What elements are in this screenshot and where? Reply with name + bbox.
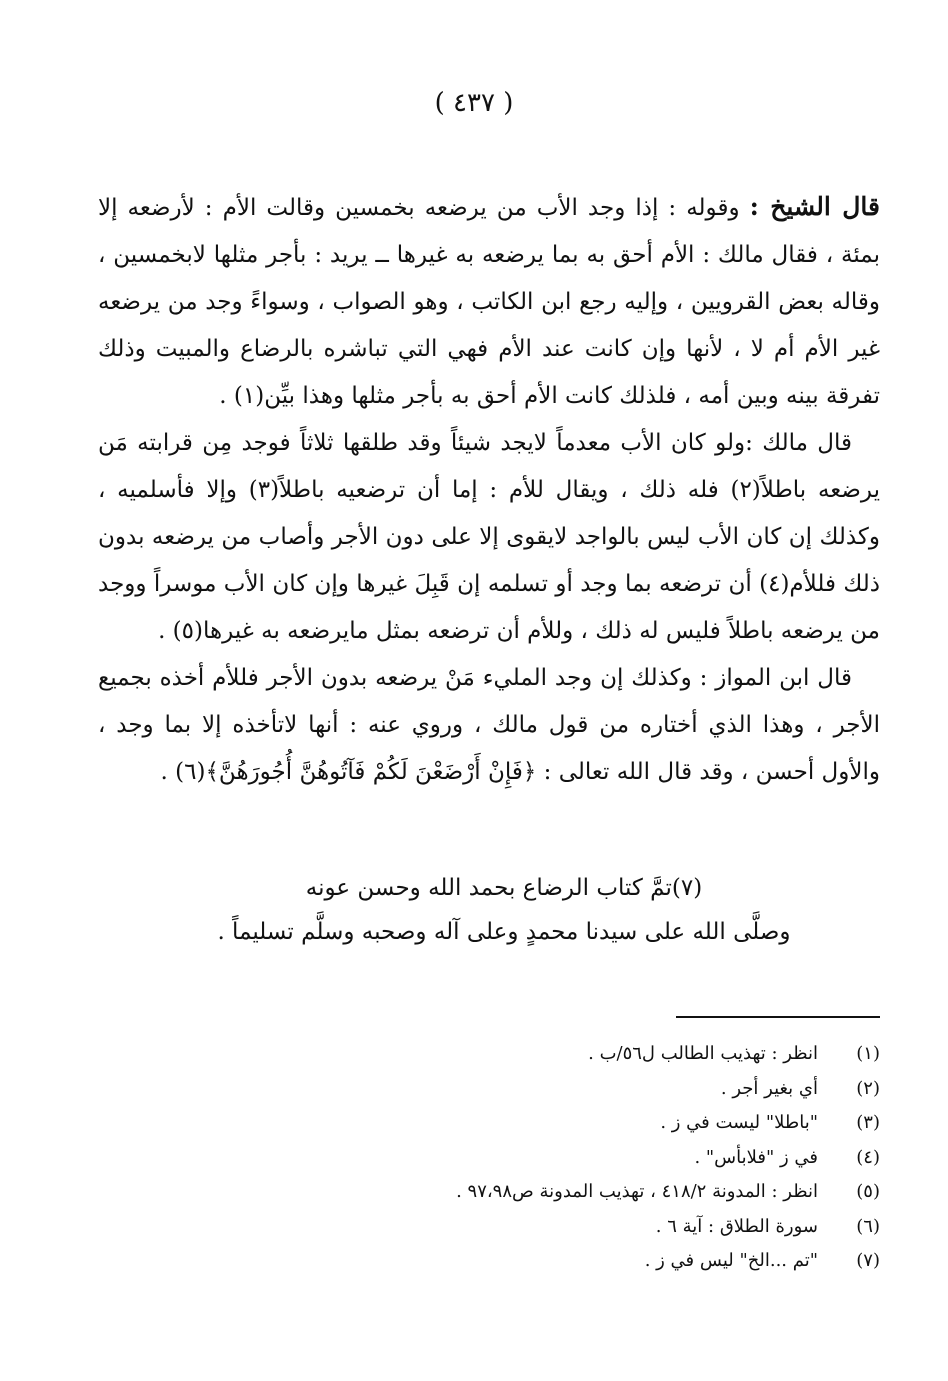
footnote-divider	[676, 1016, 880, 1018]
paragraph-3	[98, 655, 880, 796]
paragraph-1	[98, 183, 880, 420]
footnote-item	[200, 1072, 880, 1107]
footnote-item	[200, 1037, 880, 1072]
footnote-item	[200, 1244, 880, 1279]
footnote-item	[200, 1175, 880, 1210]
footnote-text: "باطلا" ليست في ز .	[660, 1112, 818, 1133]
footnote-text: انظر : المدونة ٤١٨/٢ ، تهذيب المدونة ص٩٧،٩٨ .	[456, 1181, 818, 1202]
footnote-item	[200, 1210, 880, 1245]
footnote-text: انظر : تهذيب الطالب ل٥٦/ب .	[588, 1043, 818, 1064]
closing-line-1: (٧)تمَّ كتاب الرضاع بحمد الله وحسن عونه	[305, 875, 703, 901]
footnote-number: (٧)	[856, 1250, 880, 1271]
footnote-text: في ز "فلابأس" .	[694, 1146, 818, 1168]
footnote-number: (٤)	[856, 1146, 880, 1168]
footnote-text: أي بغير أجر .	[720, 1077, 818, 1099]
paragraph-2	[98, 420, 880, 655]
paragraph-text: وقوله : إذا وجد الأب من يرضعه بخمسين وقالت الأم : لأرضعه إلا بمئة ، فقال مالك : الأم أحق به بما يرضعه به غيرها ــ يريد : بأجر مثلها لابخمسين ، وقاله بعض القرويين ، وإليه رجع ابن الكاتب ، وهو الصواب ، وسواءً وجد من يرضعه غير الأم أم لا ، لأنها وإن كانت عند الأم فهي التي تباشره بالرضاع والمبيت وذلك تفرقة بينه وبين أمه ، فلذلك كانت الأم أحق به بأجر مثلها وهذا بيِّن(١) .	[98, 195, 880, 409]
footnote-text: "تم ...الخ" ليس في ز .	[644, 1250, 818, 1271]
footnote-text: سورة الطلاق : آية ٦ .	[655, 1215, 818, 1237]
paragraph-text: قال ابن المواز : وكذلك إن وجد المليء مَنْ يرضعه بدون الأجر فللأم أخذه بجميع الأجر ، وهذا الذي أختاره من قول مالك ، وروي عنه : أنها لاتأخذه إلا بما وجد ، والأول أحسن ، وقد قال الله تعالى : ﴿فَإِنْ أَرْضَعْنَ لَكُمْ فَآتُوهُنَّ أُجُورَهُنَّ﴾(٦) .	[98, 665, 880, 785]
paragraph-text: قال مالك :ولو كان الأب معدماً لايجد شيئاً وقد طلقها ثلاثاً فوجد مِن قرابته مَن يرضعه باطلاً(٢) فله ذلك ، ويقال للأم : إما أن ترضعيه باطلاً(٣) وإلا فأسلميه ، وكذلك إن كان الأب ليس بالواجد لايقوى إلا على دون الأجر وأصاب من يرضعه بدون ذلك فللأم(٤) أن ترضعه بما وجد أو تسلمه إن قَبِلَ غيرها وإن كان الأب موسراً ووجد من يرضعه باطلاً فليس له ذلك ، وللأم أن ترضعه بمثل مايرضعه به غيرها(٥) .	[98, 430, 880, 644]
closing-text	[0, 866, 948, 954]
main-text	[98, 183, 880, 796]
closing-line-2: وصلَّى الله على سيدنا محمدٍ وعلى آله وصحبه وسلَّم تسليماً .	[217, 919, 791, 945]
footnote-number: (٢)	[856, 1077, 880, 1099]
footnote-item	[200, 1106, 880, 1141]
page-number: ( ٤٣٧ )	[434, 88, 514, 118]
footnote-number: (١)	[856, 1043, 880, 1064]
footnote-number: (٦)	[856, 1215, 880, 1237]
footnote-number: (٣)	[856, 1112, 880, 1133]
footnote-number: (٥)	[856, 1181, 880, 1202]
footnote-item	[200, 1141, 880, 1176]
paragraph-lead: قال الشيخ :	[749, 192, 881, 221]
footnotes-list	[200, 1037, 880, 1279]
